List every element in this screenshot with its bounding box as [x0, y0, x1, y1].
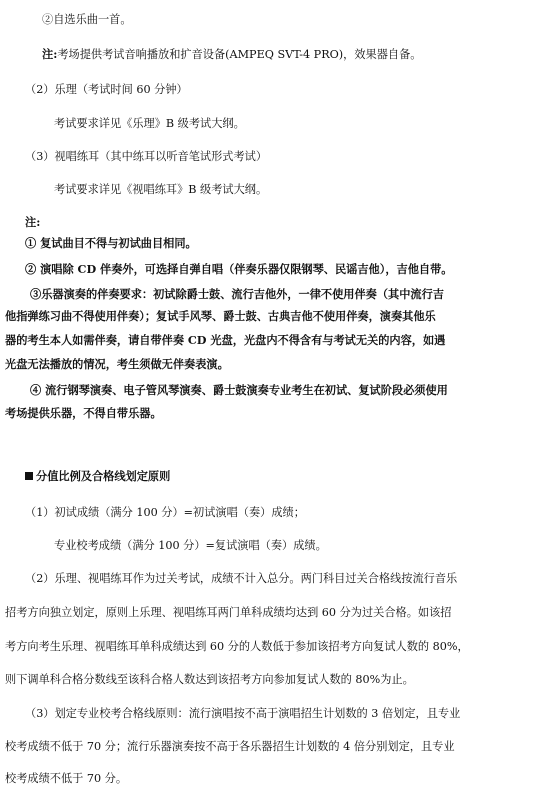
- scoring-p2-line-1: （2）乐理、视唱练耳作为过关考试，成绩不计入总分。两门科目过关合格线按流行音乐: [25, 572, 458, 585]
- scoring-p1b: 专业校考成绩（满分 100 分）=复试演唱（奏）成绩。: [54, 539, 327, 552]
- square-bullet-icon: [25, 472, 33, 480]
- solfege-heading: （3）视唱练耳（其中练耳以听音笔试形式考试）: [25, 150, 268, 163]
- note-3-line-2: 他指弹练习曲不得使用伴奏）；复试手风琴、爵士鼓、古典吉他不使用伴奏，演奏其他乐: [5, 309, 436, 323]
- scoring-title-text: 分值比例及合格线划定原则: [36, 469, 171, 483]
- note-label: 注:: [42, 47, 58, 61]
- note-1: ① 复试曲目不得与初试曲目相同。: [25, 236, 197, 250]
- theory-heading: （2）乐理（考试时间 60 分钟）: [25, 83, 188, 96]
- notes-label: 注:: [25, 215, 41, 229]
- scoring-p3-line-3: 校考成绩不低于 70 分。: [5, 772, 128, 785]
- scoring-p2-line-4: 则下调单科合格分数线至该科合格人数达到该招考方向参加复试人数的 80%为止。: [5, 673, 414, 686]
- scoring-p3-line-2: 校考成绩不低于 70 分；流行乐器演奏按不高于各乐器招生计划数的 4 倍分别划定，且专业: [5, 740, 455, 753]
- note-3-line-3: 器的考生本人如需伴奏，请自带伴奏 CD 光盘，光盘内不得含有与考试无关的内容，如遇: [5, 333, 446, 347]
- note-3-line-1: ③乐器演奏的伴奏要求：初试除爵士鼓、流行吉他外，一律不使用伴奏（其中流行吉: [30, 287, 444, 301]
- scoring-p3-line-1: （3）划定专业校考合格线原则：流行演唱按不高于演唱招生计划数的 3 倍划定，且专业: [25, 707, 461, 720]
- scoring-title: [25, 468, 170, 484]
- scoring-p1: （1）初试成绩（满分 100 分）=初试演唱（奏）成绩；: [25, 506, 305, 519]
- item-own-choice: ②自选乐曲一首。: [42, 13, 132, 26]
- note-4-line-2: 考场提供乐器，不得自带乐器。: [5, 406, 162, 420]
- equipment-note: [42, 46, 421, 63]
- theory-text: 考试要求详见《乐理》B 级考试大纲。: [54, 117, 245, 130]
- note-3-line-4: 光盘无法播放的情况，考生须做无伴奏表演。: [5, 357, 229, 371]
- solfege-text: 考试要求详见《视唱练耳》B 级考试大纲。: [54, 183, 268, 196]
- scoring-p2-line-2: 招考方向独立划定，原则上乐理、视唱练耳两门单科成绩均达到 60 分为过关合格。如该招: [5, 606, 452, 619]
- note-text: 考场提供考试音响播放和扩音设备(AMPEQ SVT-4 PRO)，效果器自备。: [57, 48, 422, 61]
- note-4-line-1: ④ 流行钢琴演奏、电子管风琴演奏、爵士鼓演奏专业考生在初试、复试阶段必须使用: [30, 383, 448, 397]
- note-2: ② 演唱除 CD 伴奏外，可选择自弹自唱（伴奏乐器仅限钢琴、民谣吉他），吉他自带。: [25, 262, 453, 276]
- scoring-p2-line-3: 考方向考生乐理、视唱练耳单科成绩达到 60 分的人数低于参加该招考方向复试人数的 80%，: [5, 640, 469, 653]
